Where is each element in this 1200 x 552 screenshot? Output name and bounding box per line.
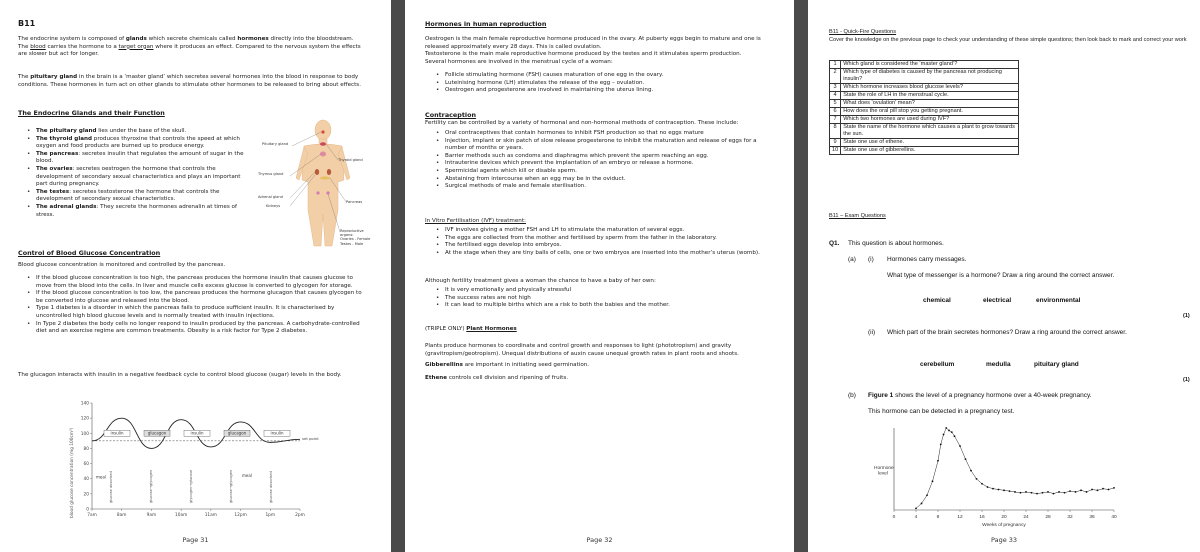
data-point — [1086, 491, 1088, 493]
page-number: Page 33 — [990, 536, 1018, 544]
process-label: glucose absorbed — [269, 471, 273, 503]
quiz-question: Which two hormones are used during IVF? — [841, 116, 1019, 124]
blood-glucose-graph — [64, 395, 334, 521]
endocrine-diagram — [258, 118, 378, 248]
quiz-question: How does the oral pill stop you getting pregnant. — [841, 108, 1019, 116]
label-pituitary: Pituitary gland — [262, 142, 289, 146]
quiz-row — [830, 147, 1019, 155]
ivf-note: Although fertility treatment gives a woman the chance to have a baby of her own: — [425, 278, 656, 284]
data-point — [1036, 493, 1038, 495]
data-point — [1075, 491, 1077, 493]
data-point — [937, 460, 939, 462]
label-repro: Reproductive organs: Ovaries - Female Testes - Male — [340, 229, 371, 246]
plant-paragraph: Plants produce hormones to coordinate and control growth and responses to light (phototropism) and gravity (gravitropism/geotropism). Unequal distributions of auxin cause unequal growth rates in plant roots and shoots. — [425, 343, 739, 357]
x-tick-label: 20 — [1001, 515, 1007, 520]
quiz-number: 9 — [830, 139, 841, 147]
quiz-row — [830, 124, 1019, 139]
data-point — [1064, 492, 1066, 494]
meal-label: meal — [242, 473, 252, 479]
data-point — [932, 480, 934, 482]
data-point — [951, 431, 953, 433]
gland-item: • The pituitary gland lies under the base of the skull. — [26, 128, 248, 136]
q1-text: This question is about hormones. — [848, 240, 944, 247]
data-point — [998, 489, 1000, 491]
data-point — [1025, 491, 1027, 493]
quiz-row — [830, 116, 1019, 124]
plant-heading: (TRIPLE ONLY) Plant Hormones — [425, 326, 517, 332]
data-point — [1097, 489, 1099, 491]
data-point — [954, 435, 956, 437]
page-number: Page 31 — [182, 536, 209, 544]
hormone-box-label: insulin — [270, 430, 284, 436]
data-point — [1091, 489, 1093, 491]
data-point — [1014, 491, 1016, 493]
qb-text: Figure 1 shows the level of a pregnancy hormone over a 40-week pregnancy. — [868, 392, 1092, 399]
qa-text: Hormones carry messages. — [887, 256, 967, 263]
data-point — [976, 478, 978, 480]
graph-y-label: blood glucose concentration (mg 100cm³) — [70, 427, 75, 518]
data-point — [1009, 490, 1011, 492]
y-tick-label: 0 — [86, 507, 89, 513]
glands-heading: The Endocrine Glands and their Function — [18, 109, 165, 117]
qa-ii-text: Which part of the brain secretes hormones? Draw a ring around the correct answer. — [887, 329, 1127, 336]
y-axis-label: Hormone level — [874, 466, 894, 477]
x-tick-label: 12pm — [234, 513, 247, 518]
page-32 — [405, 0, 794, 552]
y-tick-label: 40 — [83, 477, 89, 483]
mark-1: (1) — [1183, 313, 1190, 319]
hormone-box-label: glucagon — [147, 430, 167, 436]
process-label: glucose→glycogen — [229, 469, 233, 503]
data-point — [1058, 491, 1060, 493]
quiz-question: State one use of gibberellins. — [841, 147, 1019, 155]
data-point — [992, 488, 994, 490]
quiz-number: 3 — [830, 84, 841, 92]
ivf-list — [435, 227, 780, 257]
intro-paragraph: The endocrine system is composed of glands which secrete chemicals called hormones directly into the bloodstream. The blood carries the hormone to a target organ where it produces an effect. Compared to the nervous system the effects are slower but act for longer. — [18, 36, 361, 58]
ivf-heading: In Vitro Fertilisation (IVF) treatment: — [425, 218, 526, 224]
menstrual-item: • Follicle stimulating hormone (FSH) causes maturation of one egg in the ovary. — [435, 72, 775, 80]
ivf-note-item: • It is very emotionally and physically stressful — [435, 287, 775, 295]
page-33 — [808, 0, 1200, 552]
hormone-line — [916, 428, 1114, 508]
qa-question: What type of messenger is a hormone? Draw a ring around the correct answer. — [887, 272, 1115, 279]
menstrual-list — [435, 72, 775, 95]
ivf-note-list — [435, 287, 775, 310]
option-medulla[interactable]: medulla — [986, 361, 1011, 368]
meal-label: meal — [96, 474, 106, 480]
label-adrenal: Adrenal gland — [258, 195, 283, 199]
menstrual-item: • Luteinising hormone (LH) stimulates the release of the egg – ovulation. — [435, 80, 775, 88]
x-tick-label: 9am — [146, 513, 157, 518]
quiz-number: 1 — [830, 61, 841, 69]
label-pancreas: Pancreas — [346, 200, 363, 204]
x-tick-label: 1pm — [265, 513, 276, 518]
bgc-item: • If the blood glucose concentration is too low, the pancreas produces the hormone glucagon that causes glycogen to be converted into glucose and released into the blood. — [26, 290, 366, 305]
x-tick-label: 28 — [1045, 515, 1051, 520]
contraception-item: • Injection, implant or skin patch of slow release progesterone to inhibit the maturation and release of eggs for a number of months or years. — [435, 138, 775, 153]
data-point — [981, 483, 983, 485]
quiz-question: State the name of the hormone which causes a plant to grow towards the sun. — [841, 124, 1019, 139]
set-point-label: set point — [302, 435, 319, 441]
q1-label: Q1. — [829, 240, 840, 247]
quiz-number: 6 — [830, 108, 841, 116]
option-chemical[interactable]: chemical — [923, 297, 951, 304]
process-label: glycogen→glucose — [189, 469, 193, 503]
data-point — [948, 430, 950, 432]
x-tick-label: 2pm — [295, 513, 305, 518]
ethene-paragraph: Ethene controls cell division and ripening of fruits. — [425, 375, 569, 381]
data-point — [921, 503, 923, 505]
data-point — [943, 434, 945, 436]
qa-ii-label: (ii) — [868, 329, 876, 336]
ivf-note-item: • The success rates are not high — [435, 295, 775, 303]
quiz-question: Which type of diabetes is caused by the pancreas not producing insulin? — [841, 69, 1019, 84]
gland-item: • The pancreas: secretes insulin that regulates the amount of sugar in the blood. — [26, 151, 248, 166]
quiz-row — [830, 84, 1019, 92]
data-point — [959, 445, 961, 447]
label-thymus: Thymus gland — [258, 172, 284, 176]
data-point — [970, 470, 972, 472]
y-tick-label: 100 — [80, 431, 89, 437]
quiz-number: 4 — [830, 92, 841, 100]
quiz-row — [830, 92, 1019, 100]
page-31 — [0, 0, 391, 552]
gland-item: • The testes: secretes testosterone the hormone that controls the development of secondary sexual characteristics. — [26, 189, 248, 204]
hormone-box-label: insulin — [110, 430, 124, 436]
option-pituitary-gland[interactable]: pituitary gland — [1034, 361, 1079, 368]
process-label: glucose absorbed — [109, 471, 113, 503]
data-point — [1042, 492, 1044, 494]
contraception-heading: Contraception — [425, 111, 477, 119]
quiz-number: 8 — [830, 124, 841, 139]
data-point — [915, 507, 917, 509]
quiz-number: 5 — [830, 100, 841, 108]
data-point — [1069, 490, 1071, 492]
data-point — [1047, 491, 1049, 493]
ivf-item: • The fertilised eggs develop into embryos. — [435, 242, 780, 250]
data-point — [1113, 487, 1115, 489]
x-tick-label: 12 — [957, 515, 963, 520]
data-point — [926, 494, 928, 496]
qa-label: (a) — [848, 256, 856, 263]
quiz-number: 7 — [830, 116, 841, 124]
hormone-box-label: glucagon — [227, 430, 247, 436]
data-point — [940, 444, 942, 446]
bgc-item: • In Type 2 diabetes the body cells no longer respond to insulin produced by the pancreas. A carbohydrate-controlled diet and an exercise regime are common treatments. Obesity is a risk factor for Type 2 diabetes. — [26, 321, 366, 336]
exam-heading: B11 – Exam Questions — [829, 213, 886, 219]
contraception-item: • Intrauterine devices which prevent the implantation of an embryo or release a hormone. — [435, 160, 775, 168]
x-tick-label: 32 — [1067, 515, 1073, 520]
x-tick-label: 36 — [1089, 515, 1095, 520]
x-axis-label: Weeks of pregnancy — [982, 523, 1026, 528]
data-point — [1108, 489, 1110, 491]
quiz-question: State one use of ethene. — [841, 139, 1019, 147]
ivf-item: • IVF involves giving a mother FSH and LH to stimulate the maturation of several eggs. — [435, 227, 780, 235]
qb-text2: This hormone can be detected in a pregnancy test. — [868, 408, 1015, 415]
gland-item: • The thyroid gland produces thyroxine that controls the speed at which oxygen and food products are burned up to produce energy. — [26, 136, 248, 151]
contraception-item: • Abstaining from intercourse when an egg may be in the oviduct. — [435, 176, 775, 184]
gibberellins-paragraph: Gibberellins are important in initiating seed germination. — [425, 362, 590, 368]
data-point — [1080, 489, 1082, 491]
ivf-item: • The eggs are collected from the mother and fertilised by sperm from the father in the laboratory. — [435, 235, 780, 243]
testosterone-paragraph: Testosterone is the main male reproductive hormone produced by the testes and it stimulates sperm production. — [425, 51, 742, 57]
menstrual-intro: Several hormones are involved in the menstrual cycle of a woman: — [425, 59, 613, 65]
data-point — [945, 427, 947, 429]
x-tick-label: 8am — [116, 513, 127, 518]
process-label: glucose→glycogen — [149, 469, 153, 503]
x-tick-label: 10am — [174, 513, 188, 518]
quiz-row — [830, 69, 1019, 84]
y-tick-label: 20 — [83, 492, 89, 498]
qb-label: (b) — [848, 392, 856, 399]
label-thyroid: Thyroid gland — [338, 158, 363, 162]
quiz-heading: B11 - Quick-Fire Questions — [829, 29, 897, 35]
hormone-box-label: insulin — [190, 430, 204, 436]
data-point — [965, 458, 967, 460]
data-point — [1003, 489, 1005, 491]
bgc-list — [26, 275, 366, 336]
section-code: B11 — [18, 19, 36, 28]
quiz-number: 2 — [830, 69, 841, 84]
quiz-row — [830, 108, 1019, 116]
x-tick-label: 7am — [87, 513, 97, 518]
contraception-intro: Fertility can be controlled by a variety of hormonal and non-hormonal methods of contraception. These include: — [425, 120, 739, 126]
x-tick-label: 40 — [1111, 515, 1117, 520]
x-tick-label: 16 — [979, 515, 985, 520]
pregnancy-hormone-chart — [868, 420, 1124, 530]
mark-2: (1) — [1183, 377, 1190, 383]
contraception-list — [435, 130, 775, 191]
ivf-item: • At the stage when they are tiny balls of cells, one or two embryos are inserted into the mother’s uterus (womb). — [435, 250, 780, 258]
reproduction-heading: Hormones in human reproduction — [425, 20, 547, 28]
option-environmental[interactable]: environmental — [1036, 297, 1081, 304]
x-tick-label: 24 — [1023, 515, 1029, 520]
option-cerebellum[interactable]: cerebellum — [920, 361, 955, 368]
contraception-item: • Spermicidal agents which kill or disable sperm. — [435, 168, 775, 176]
y-tick-label: 60 — [83, 462, 89, 468]
quiz-table — [829, 60, 1019, 155]
quiz-question: What does ‘ovulation’ mean? — [841, 100, 1019, 108]
quiz-question: Which gland is considered the ‘master gland’? — [841, 61, 1019, 69]
gland-item: • The adrenal glands: They secrete the hormones adrenalin at times of stress. — [26, 204, 248, 219]
quiz-row — [830, 139, 1019, 147]
x-tick-label: 4 — [914, 515, 918, 520]
label-kidneys: Kidneys — [266, 204, 281, 208]
data-point — [1020, 492, 1022, 494]
bgc-heading: Control of Blood Glucose Concentration — [18, 249, 161, 257]
y-tick-label: 120 — [80, 416, 89, 422]
page-number: Page 32 — [586, 536, 613, 544]
option-electrical[interactable]: electrical — [983, 297, 1012, 304]
data-point — [987, 486, 989, 488]
contraception-item: • Barrier methods such as condoms and diaphragms which prevent the sperm reaching an egg. — [435, 153, 775, 161]
x-tick-label: 8 — [936, 515, 940, 520]
qa-i-label: (i) — [868, 256, 874, 263]
quiz-row — [830, 100, 1019, 108]
x-tick-label: 0 — [892, 515, 896, 520]
y-tick-label: 80 — [83, 446, 89, 452]
quiz-number: 10 — [830, 147, 841, 155]
bgc-item: • Type 1 diabetes is a disorder in which the pancreas fails to produce sufficient insulin. It is characterised by uncontrolled high blood glucose levels and is normally treated with insulin injections. — [26, 305, 366, 320]
oestrogen-paragraph: Oestrogen is the main female reproductive hormone produced in the ovary. At puberty eggs begin to mature and one is released approximately every 28 days. This is called ovulation. — [425, 36, 761, 50]
pituitary-paragraph: The pituitary gland in the brain is a ‘master gland’ which secretes several hormones into the blood in response to body conditions. These hormones in turn act on other glands to stimulate other hormones to be released to bring about effects. — [18, 74, 361, 88]
gland-item: • The ovaries: secretes oestrogen the hormone that controls the development of secondary sexual characteristics and plays an important part during pregnancy. — [26, 166, 248, 189]
gland-list — [26, 128, 248, 219]
y-tick-label: 140 — [80, 401, 89, 407]
data-point — [1031, 492, 1033, 494]
glucagon-paragraph: The glucagon interacts with insulin in a negative feedback cycle to control blood glucose (sugar) levels in the body. — [18, 372, 342, 378]
bgc-intro: Blood glucose concentration is monitored and controlled by the pancreas. — [18, 262, 226, 268]
menstrual-item: • Oestrogen and progesterone are involved in maintaining the uterus lining. — [435, 87, 775, 95]
bgc-item: • If the blood glucose concentration is too high, the pancreas produces the hormone insulin that causes glucose to move from the blood into the cells. In liver and muscle cells excess glucose is converted to glycogen for storage. — [26, 275, 366, 290]
x-tick-label: 11am — [204, 513, 218, 518]
ivf-note-item: • It can lead to multiple births which are a risk to both the babies and the mother. — [435, 302, 775, 310]
quiz-row — [830, 61, 1019, 69]
data-point — [1053, 493, 1055, 495]
quiz-question: State the role of LH in the menstrual cycle. — [841, 92, 1019, 100]
quiz-intro: Cover the knowledge on the previous page to check your understanding of these simple questions; then look back to mark and correct your work — [829, 37, 1187, 43]
contraception-item: • Surgical methods of male and female sterilisation. — [435, 183, 775, 191]
contraception-item: • Oral contraceptives that contain hormones to inhibit FSH production so that no eggs mature — [435, 130, 775, 138]
quiz-question: Which hormone increases blood glucose levels? — [841, 84, 1019, 92]
data-point — [1102, 488, 1104, 490]
